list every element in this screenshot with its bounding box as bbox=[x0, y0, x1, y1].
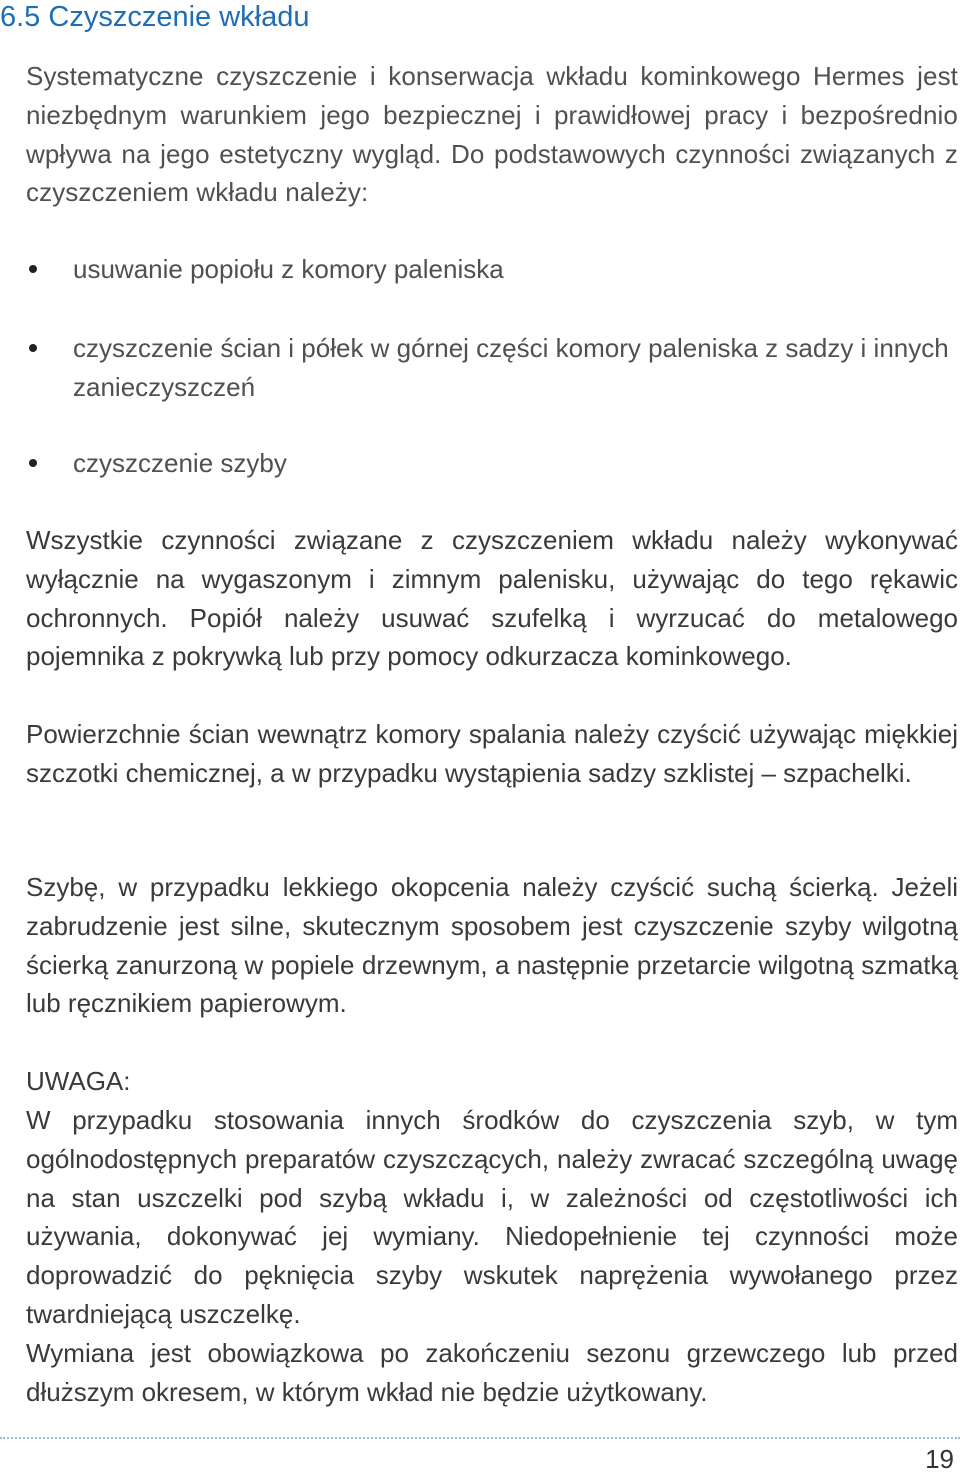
list-item bbox=[26, 329, 960, 407]
warning-paragraph: Wymiana jest obowiązkowa po zakończeniu sezonu grzewczego lub przed dłuższym okresem, w którym wkład nie będzie użytkowany. bbox=[26, 1338, 958, 1407]
body-paragraph: Wszystkie czynności związane z czyszczeniem wkładu należy wykonywać wyłącznie na wygaszonym i zimnym palenisku, używając do tego rękawic ochronnych. Popiół należy usuwać szufelką i wyrzucać do metalowego pojemnika z pokrywką lub przy pomocy odkurzacza kominkowego. bbox=[26, 525, 958, 672]
page-number: 19 bbox=[925, 1444, 954, 1474]
bullet-icon bbox=[29, 459, 37, 467]
bullet-icon bbox=[29, 265, 37, 273]
section-heading: 6.5 Czyszczenie wkładu bbox=[0, 1, 310, 33]
warning-label: UWAGA: bbox=[26, 1066, 131, 1096]
body-paragraph: Szybę, w przypadku lekkiego okopcenia należy czyścić suchą ścierką. Jeżeli zabrudzenie jest silne, skutecznym sposobem jest czyszczenie szyby wilgotną ścierką zanurzoną w popiele drzewnym, a następnie przetarcie wilgotną szmatką lub ręcznikiem papierowym. bbox=[26, 872, 958, 1019]
body-paragraph: Powierzchnie ścian wewnątrz komory spalania należy czyścić używając miękkiej szczotki chemicznej, a w przypadku wystąpienia sadzy szklistej – szpachelki. bbox=[26, 719, 958, 788]
warning-paragraph: W przypadku stosowania innych środków do czyszczenia szyb, w tym ogólnodostępnych preparatów czyszczących, należy zwracać szczególną uwagę na stan uszczelki pod szybą wkładu i, w zależności od częstotliwości ich używania, dokonywać jej wymiany. Niedopełnienie tej czynności może doprowadzić do pęknięcia szyby wskutek naprężenia wywołanego przez twardniejącą uszczelkę. bbox=[26, 1105, 958, 1329]
list-item bbox=[26, 444, 960, 483]
list-item-text: czyszczenie szyby bbox=[73, 448, 287, 478]
list-item-text: usuwanie popiołu z komory paleniska bbox=[73, 254, 504, 284]
list-item bbox=[26, 250, 960, 289]
bullet-icon bbox=[29, 344, 37, 352]
intro-paragraph: Systematyczne czyszczenie i konserwacja wkładu kominkowego Hermes jest niezbędnym warunkiem jego bezpiecznej i prawidłowej pracy i bezpośrednio wpływa na jego estetyczny wygląd. Do podstawowych czynności związanych z czyszczeniem wkładu należy: bbox=[26, 61, 958, 208]
list-item-text: czyszczenie ścian i półek w górnej części komory paleniska z sadzy i innych zanieczyszczeń bbox=[73, 333, 949, 402]
footer-divider bbox=[0, 1437, 960, 1439]
